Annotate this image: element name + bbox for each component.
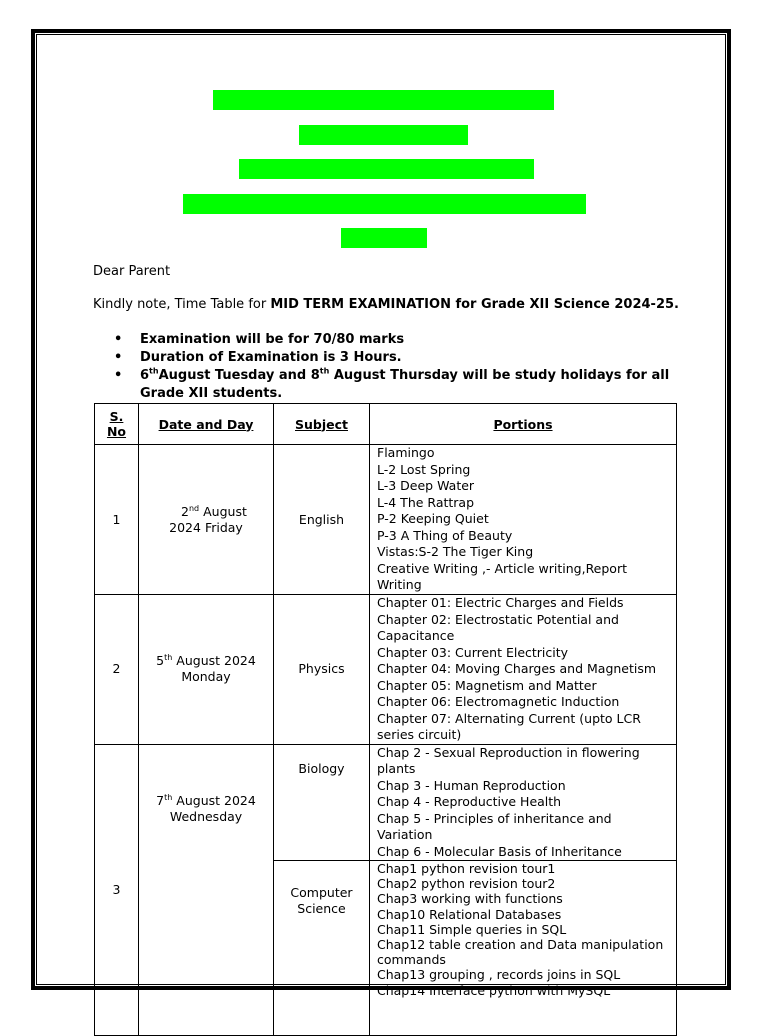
note-item: • Examination will be for 70/80 marks: [95, 331, 685, 349]
cell-portions: [370, 861, 677, 1036]
portion-item: Chapter 05: Magnetism and Matter: [377, 677, 597, 693]
portion-item: P-3 A Thing of Beauty: [377, 527, 513, 543]
portion-item: Chap14 Interface python with MySQL: [377, 982, 611, 998]
portion-item: Flamingo: [377, 445, 435, 460]
portion-item: L-2 Lost Spring: [377, 461, 471, 477]
intro-prefix: Kindly note, Time Table for: [93, 297, 271, 312]
greeting: Dear Parent: [93, 264, 171, 279]
cell-subject: English: [274, 445, 370, 595]
header-subject: Subject: [274, 404, 370, 445]
cell-subject: Biology: [274, 744, 370, 861]
table-header-row: [95, 404, 677, 445]
portion-item: Chap 5 - Principles of inheritance and Variation: [377, 810, 612, 842]
portion-item: Chapter 02: Electrostatic Potential and Capacitance: [377, 611, 619, 643]
portion-item: Chap 4 - Reproductive Health: [377, 794, 562, 809]
portion-item: Chap 6 - Molecular Basis of Inheritance: [377, 843, 622, 859]
cell-portions: [370, 445, 677, 595]
portion-item: Chap 2 - Sexual Reproduction in flowering plants: [377, 744, 640, 776]
notes-list: [95, 331, 685, 403]
note-item: • 6thAugust Tuesday and 8th August Thursday will be study holidays for all Grade XII students.: [95, 367, 685, 403]
cell-portions: [370, 595, 677, 745]
redacted-header-line: [183, 194, 586, 214]
redacted-header-line: [239, 159, 534, 179]
cell-subject: Computer Science: [274, 861, 370, 1036]
cell-portions: [370, 744, 677, 861]
table-row: [95, 445, 677, 595]
portion-item: Chapter 06: Electromagnetic Induction: [377, 694, 620, 709]
portion-item: Chapter 07: Alternating Current (upto LCR series circuit): [377, 710, 641, 742]
portion-item: Chap11 Simple queries in SQL: [377, 921, 567, 937]
cell-date: 2nd August 2024 Friday: [139, 445, 274, 595]
portion-item: P-2 Keeping Quiet: [377, 511, 489, 526]
redacted-header-line: [341, 228, 427, 248]
intro-line: [93, 297, 679, 313]
portion-item: L-3 Deep Water: [377, 478, 475, 493]
portion-item: Chap2 python revision tour2: [377, 876, 556, 892]
timetable: [94, 403, 677, 1036]
portion-item: Chap1 python revision tour1: [377, 861, 556, 876]
header-sno: S. No: [95, 404, 139, 445]
cell-sno: 2: [95, 595, 139, 745]
header-date: Date and Day: [139, 404, 274, 445]
portion-item: Chap13 grouping , records joins in SQL: [377, 967, 621, 983]
portion-item: Chapter 04: Moving Charges and Magnetism: [377, 661, 657, 676]
table-row: [95, 744, 677, 861]
portion-item: L-4 The Rattrap: [377, 494, 475, 510]
cell-subject: Physics: [274, 595, 370, 745]
portion-item: Chap3 working with functions: [377, 891, 563, 907]
portion-item: Chap10 Relational Databases: [377, 906, 562, 922]
portion-item: Chapter 03: Current Electricity: [377, 644, 569, 660]
redacted-header-line: [213, 90, 554, 110]
intro-exam-title: MID TERM EXAMINATION for Grade XII Science 2024-25.: [270, 297, 679, 312]
cell-sno: 3: [95, 744, 139, 1036]
cell-date: 5th August 2024 Monday: [139, 595, 274, 745]
portion-item: Creative Writing ,- Article writing,Report Writing: [377, 560, 627, 592]
note-item: • Duration of Examination is 3 Hours.: [95, 349, 685, 367]
header-portions: Portions: [370, 404, 677, 445]
table-row: [95, 595, 677, 745]
cell-date: 7th August 2024 Wednesday: [139, 744, 274, 1036]
portion-item: Chap12 table creation and Data manipulation commands: [377, 937, 664, 968]
portion-item: Vistas:S-2 The Tiger King: [377, 544, 534, 559]
portion-item: Chap 3 - Human Reproduction: [377, 777, 566, 793]
cell-sno: 1: [95, 445, 139, 595]
portion-item: Chapter 01: Electric Charges and Fields: [377, 595, 624, 610]
redacted-header-line: [299, 125, 468, 145]
